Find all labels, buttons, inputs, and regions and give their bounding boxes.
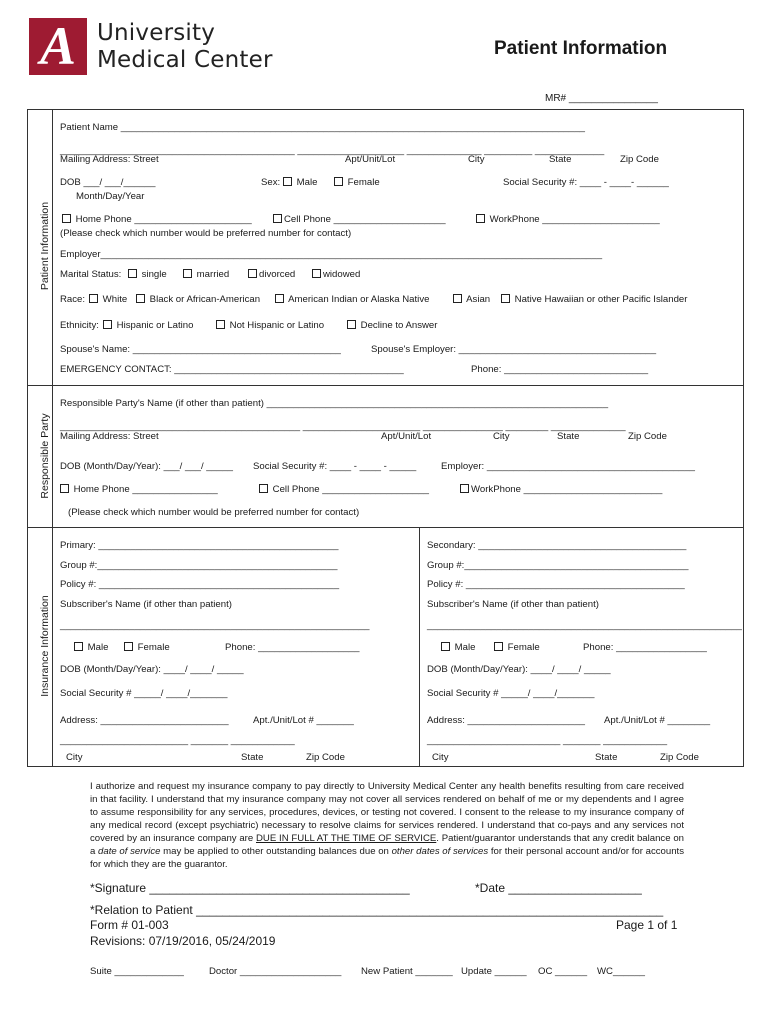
primary-city-label: City — [66, 752, 83, 763]
race-asian[interactable]: Asian — [453, 294, 490, 305]
checkbox-icon[interactable] — [453, 294, 462, 303]
secondary-city-line[interactable]: _________________________ _______ ____________ — [427, 735, 668, 746]
checkbox-icon[interactable] — [312, 269, 321, 278]
ethnicity-decline[interactable]: Decline to Answer — [347, 320, 437, 331]
primary-insurance-field[interactable]: Primary: _____________________________________________ — [60, 540, 339, 551]
primary-policy-field[interactable]: Policy #: _____________________________________________ — [60, 579, 340, 590]
race-native[interactable]: American Indian or Alaska Native — [275, 294, 429, 305]
checkbox-icon[interactable] — [441, 642, 450, 651]
logo-line-2: Medical Center — [97, 47, 273, 73]
checkbox-icon[interactable] — [460, 484, 469, 493]
logo-letter: A — [39, 16, 77, 76]
race-label: Race: — [60, 294, 86, 305]
patient-name-field[interactable]: Patient Name _______________________________________________________________________________________ — [60, 122, 585, 133]
secondary-phone-field[interactable]: Phone: _________________ — [583, 642, 707, 653]
marital-widowed[interactable]: widowed — [312, 269, 360, 280]
checkbox-icon[interactable] — [273, 214, 282, 223]
checkbox-icon[interactable] — [259, 484, 268, 493]
responsible-address-apt-label: Apt/Unit/Lot — [381, 431, 432, 442]
patient-employer-field[interactable]: Employer______________________________________________________________________________________________ — [60, 249, 603, 260]
race-black[interactable]: Black or African-American — [136, 294, 260, 305]
new-patient-field[interactable]: New Patient _______ — [361, 966, 453, 977]
authorization-text: I authorize and request my insurance company to pay directly to University Medical Center any health benefits resulting from care received in that facility. I understand that my insurance company may not cover all services rendered on behalf of me or my dependents and I agree to assume responsibility for any services, procedures, devices, or testing not covered. I consent to the release to my insurance company of any medical record (except psychiatric) necessary to resolve claims for services rendered. I understand that co-pays and any services not covered by an insurance company are DUE IN FULL AT THE TIME OF SERVICE. Patient/guarantor understands that any credit balance on a date of service may be applied to other outstanding balances due on other dates of services for their personal account and/or for accounts for which they are the guarantor. — [90, 781, 685, 870]
primary-subscriber-field[interactable]: __________________________________________________________ — [60, 620, 370, 631]
section-divider-2 — [27, 527, 744, 528]
responsible-work-phone[interactable]: WorkPhone __________________________ — [460, 484, 662, 495]
patient-phone-note: (Please check which number would be preferred number for contact) — [60, 228, 352, 239]
checkbox-icon[interactable] — [89, 294, 98, 303]
checkbox-icon[interactable] — [347, 320, 356, 329]
emergency-contact-field[interactable]: EMERGENCY CONTACT: ___________________________________________ — [60, 364, 404, 375]
checkbox-icon[interactable] — [334, 177, 343, 186]
form-number: Form # 01-003 — [90, 918, 169, 932]
secondary-subscriber-field[interactable]: ___________________________________________________________ — [427, 620, 742, 631]
patient-ssn-field[interactable]: Social Security #: ____ - ____- ______ — [503, 177, 669, 188]
page-title: Patient Information — [494, 38, 668, 59]
update-field[interactable]: Update ______ — [461, 966, 527, 977]
checkbox-icon[interactable] — [124, 642, 133, 651]
checkbox-icon[interactable] — [476, 214, 485, 223]
responsible-phone-note: (Please check which number would be preferred number for contact) — [68, 507, 360, 518]
patient-address-city-label: City — [468, 154, 485, 165]
signature-field[interactable]: *Signature _______________________________________ — [90, 881, 410, 895]
ethnicity-hispanic[interactable]: Hispanic or Latino — [103, 320, 193, 331]
primary-group-field[interactable]: Group #:_____________________________________________ — [60, 560, 338, 571]
ethnicity-label: Ethnicity: — [60, 320, 99, 331]
primary-subscriber-label: Subscriber's Name (if other than patient) — [60, 599, 232, 610]
primary-state-label: State — [241, 752, 264, 763]
primary-apt-field[interactable]: Apt./Unit/Lot # _______ — [253, 715, 354, 726]
due-in-full-text: DUE IN FULL AT THE TIME OF SERVICE — [256, 833, 437, 844]
checkbox-icon[interactable] — [128, 269, 137, 278]
revisions: Revisions: 07/19/2016, 05/24/2019 — [90, 934, 276, 948]
logo-mark — [29, 18, 87, 75]
patient-cell-phone[interactable]: Cell Phone _____________________ — [273, 214, 446, 225]
responsible-name-field[interactable]: Responsible Party's Name (if other than patient) ________________________________________________________________ — [60, 398, 609, 409]
responsible-employer-field[interactable]: Employer: _______________________________________ — [441, 461, 695, 472]
marital-married[interactable]: married — [183, 269, 229, 280]
mr-field[interactable]: MR# ________________ — [545, 93, 658, 104]
responsible-home-phone[interactable]: Home Phone ________________ — [60, 484, 218, 495]
race-white[interactable]: White — [89, 294, 127, 305]
patient-address-zip-label: Zip Code — [620, 154, 659, 165]
wc-field[interactable]: WC______ — [597, 966, 645, 977]
secondary-insurance-field[interactable]: Secondary: _______________________________________ — [427, 540, 687, 551]
checkbox-icon[interactable] — [136, 294, 145, 303]
responsible-address-zip-label: Zip Code — [628, 431, 667, 442]
race-hawaiian[interactable]: Native Hawaiian or other Pacific Islander — [501, 294, 687, 305]
checkbox-icon[interactable] — [501, 294, 510, 303]
primary-dob-field[interactable]: DOB (Month/Day/Year): ____/ ____/ _____ — [60, 664, 244, 675]
patient-sex-female[interactable]: Female — [334, 177, 380, 188]
logo-line-1: University — [97, 20, 216, 46]
marital-status-label: Marital Status: — [60, 269, 122, 280]
marital-divorced[interactable]: divorced — [248, 269, 295, 280]
secondary-zip-label: Zip Code — [660, 752, 699, 763]
checkbox-icon[interactable] — [60, 484, 69, 493]
section-divider-1 — [27, 385, 744, 386]
checkbox-icon[interactable] — [183, 269, 192, 278]
checkbox-icon[interactable] — [275, 294, 284, 303]
checkbox-icon[interactable] — [103, 320, 112, 329]
checkbox-icon[interactable] — [494, 642, 503, 651]
checkbox-icon[interactable] — [248, 269, 257, 278]
patient-address-street-label: Mailing Address: Street — [60, 154, 159, 165]
primary-address-field[interactable]: Address: ________________________ — [60, 715, 229, 726]
patient-sex-label: Sex: — [261, 177, 281, 188]
responsible-ssn-field[interactable]: Social Security #: ____ - ____ - _____ — [253, 461, 417, 472]
checkbox-icon[interactable] — [283, 177, 292, 186]
secondary-dob-field[interactable]: DOB (Month/Day/Year): ____/ ____/ _____ — [427, 664, 611, 675]
responsible-address-city-label: City — [493, 431, 510, 442]
side-label-divider — [52, 109, 53, 767]
checkbox-icon[interactable] — [62, 214, 71, 223]
suite-field[interactable]: Suite _____________ — [90, 966, 184, 977]
patient-dob-field[interactable]: DOB ___/ ___/______ — [60, 177, 156, 188]
secondary-ssn-field[interactable]: Social Security # _____/ ____/_______ — [427, 688, 595, 699]
date-field[interactable]: *Date ____________________ — [475, 881, 642, 895]
relation-field[interactable]: *Relation to Patient ______________________________________________________________________ — [90, 903, 664, 917]
patient-address-state-label: State — [549, 154, 572, 165]
checkbox-icon[interactable] — [74, 642, 83, 651]
oc-field[interactable]: OC ______ — [538, 966, 588, 977]
secondary-apt-field[interactable]: Apt./Unit/Lot # ________ — [604, 715, 711, 726]
secondary-sex-female[interactable]: Female — [494, 642, 540, 653]
section-label-patient: Patient Information — [39, 201, 51, 291]
responsible-address-state-label: State — [557, 431, 580, 442]
secondary-address-field[interactable]: Address: ______________________ — [427, 715, 585, 726]
ethnicity-not-hispanic[interactable]: Not Hispanic or Latino — [216, 320, 324, 331]
section-label-insurance: Insurance Information — [39, 595, 51, 697]
spouse-employer-field[interactable]: Spouse's Employer: _____________________________________ — [371, 344, 657, 355]
secondary-group-field[interactable]: Group #:__________________________________________ — [427, 560, 689, 571]
marital-single[interactable]: single — [128, 269, 167, 280]
secondary-sex-male[interactable]: Male — [441, 642, 475, 653]
primary-phone-field[interactable]: Phone: ___________________ — [225, 642, 360, 653]
secondary-subscriber-label: Subscriber's Name (if other than patient) — [427, 599, 599, 610]
doctor-field[interactable]: Doctor ___________________ — [209, 966, 342, 977]
emergency-phone-field[interactable]: Phone: ___________________________ — [471, 364, 649, 375]
responsible-dob-field[interactable]: DOB (Month/Day/Year): ___/ ___/ _____ — [60, 461, 233, 472]
secondary-state-label: State — [595, 752, 618, 763]
responsible-address-street-label: Mailing Address: Street — [60, 431, 159, 442]
secondary-city-label: City — [432, 752, 449, 763]
primary-zip-label: Zip Code — [306, 752, 345, 763]
primary-ssn-field[interactable]: Social Security # _____/ ____/_______ — [60, 688, 228, 699]
primary-sex-male[interactable]: Male — [74, 642, 108, 653]
responsible-cell-phone[interactable]: Cell Phone ____________________ — [259, 484, 429, 495]
section-label-responsible: Responsible Party — [39, 413, 51, 499]
insurance-column-divider — [419, 527, 420, 767]
secondary-policy-field[interactable]: Policy #: _________________________________________ — [427, 579, 685, 590]
patient-address-line[interactable]: ____________________________________________ ____________________ ______________ _________ _____________ — [60, 145, 605, 156]
checkbox-icon[interactable] — [216, 320, 225, 329]
patient-work-phone[interactable]: WorkPhone ______________________ — [476, 214, 660, 225]
patient-home-phone[interactable]: Home Phone ______________________ — [62, 214, 252, 225]
primary-sex-female[interactable]: Female — [124, 642, 170, 653]
primary-city-line[interactable]: ________________________ _______ ____________ — [60, 735, 295, 746]
patient-dob-format: Month/Day/Year — [76, 191, 145, 202]
patient-address-apt-label: Apt/Unit/Lot — [345, 154, 396, 165]
responsible-address-line[interactable]: _____________________________________________ ______________________ _______________ ________ ______________ — [60, 421, 626, 432]
page-number: Page 1 of 1 — [616, 918, 678, 932]
patient-sex-male[interactable]: Male — [283, 177, 317, 188]
spouse-name-field[interactable]: Spouse's Name: _______________________________________ — [60, 344, 341, 355]
